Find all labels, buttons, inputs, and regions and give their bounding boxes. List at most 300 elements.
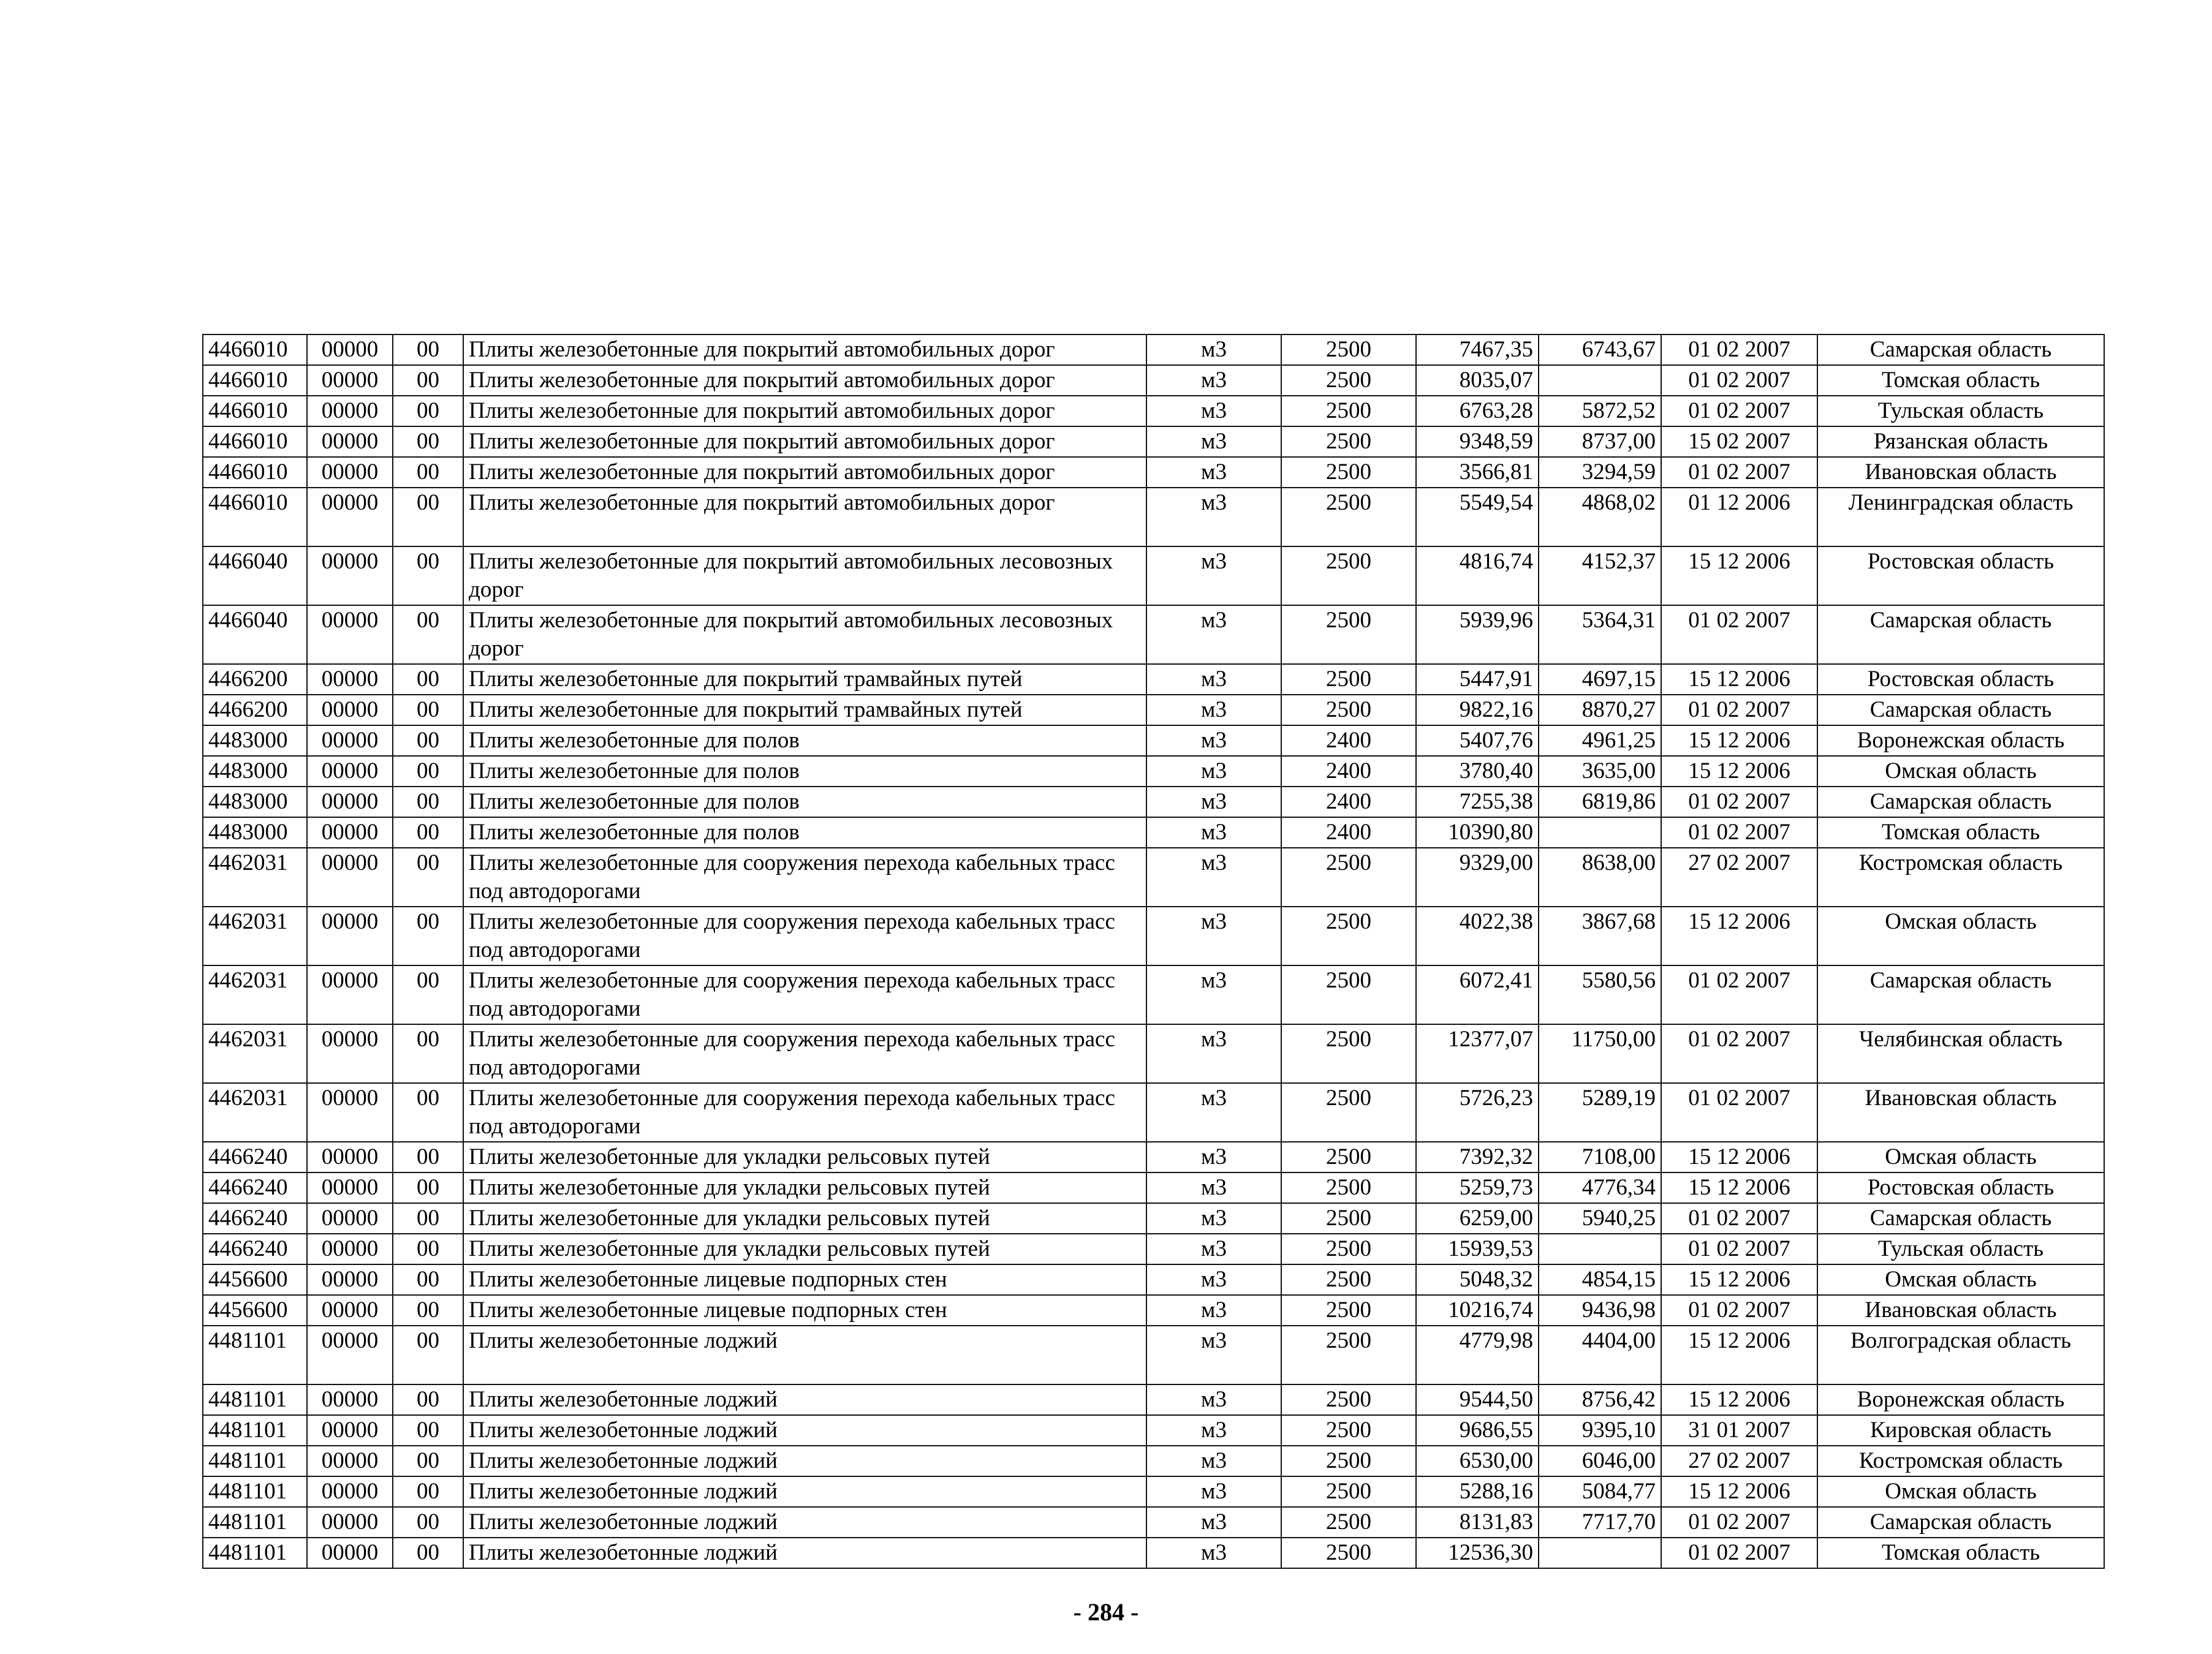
date-cell: 15 12 2006 — [1661, 546, 1817, 605]
code-cell: 4466010 — [203, 426, 307, 457]
product-name-cell: Плиты железобетонные для сооружения перехода кабельных трасс под автодорогами — [463, 1024, 1146, 1083]
subcode-cell: 00000 — [307, 848, 393, 907]
variant-cell: 00 — [393, 848, 463, 907]
unit-cell: м3 — [1146, 365, 1281, 396]
product-name-cell: Плиты железобетонные для укладки рельсовых путей — [463, 1142, 1146, 1173]
date-cell: 01 02 2007 — [1661, 396, 1817, 426]
density-cell: 2500 — [1281, 396, 1416, 426]
subcode-cell: 00000 — [307, 907, 393, 965]
price-cell: 5939,96 — [1416, 605, 1539, 664]
date-cell: 15 12 2006 — [1661, 1476, 1817, 1507]
code-cell: 4462031 — [203, 1024, 307, 1083]
product-name-cell: Плиты железобетонные для сооружения перехода кабельных трасс под автодорогами — [463, 965, 1146, 1024]
date-cell: 27 02 2007 — [1661, 1446, 1817, 1476]
product-name-cell: Плиты железобетонные лоджий — [463, 1446, 1146, 1476]
unit-cell: м3 — [1146, 1476, 1281, 1507]
price-cell: 5048,32 — [1416, 1264, 1539, 1295]
product-name-cell: Плиты железобетонные лоджий — [463, 1538, 1146, 1568]
date-cell: 01 02 2007 — [1661, 334, 1817, 365]
region-cell: Ростовская область — [1817, 664, 2104, 695]
price-alt-cell: 5580,56 — [1539, 965, 1661, 1024]
variant-cell: 00 — [393, 1083, 463, 1142]
table-row — [203, 1384, 2104, 1415]
density-cell: 2500 — [1281, 1142, 1416, 1173]
price-alt-cell — [1539, 1538, 1661, 1568]
unit-cell: м3 — [1146, 426, 1281, 457]
date-cell: 01 02 2007 — [1661, 365, 1817, 396]
subcode-cell: 00000 — [307, 365, 393, 396]
date-cell: 01 02 2007 — [1661, 457, 1817, 488]
price-alt-cell: 9436,98 — [1539, 1295, 1661, 1326]
product-name-cell: Плиты железобетонные для укладки рельсовых путей — [463, 1203, 1146, 1234]
price-cell: 3780,40 — [1416, 756, 1539, 787]
price-cell: 6072,41 — [1416, 965, 1539, 1024]
date-cell: 27 02 2007 — [1661, 848, 1817, 907]
subcode-cell: 00000 — [307, 965, 393, 1024]
subcode-cell: 00000 — [307, 546, 393, 605]
code-cell: 4466040 — [203, 546, 307, 605]
code-cell: 4462031 — [203, 907, 307, 965]
code-cell: 4483000 — [203, 787, 307, 817]
table-row — [203, 365, 2104, 396]
price-cell: 6763,28 — [1416, 396, 1539, 426]
unit-cell: м3 — [1146, 546, 1281, 605]
density-cell: 2500 — [1281, 1083, 1416, 1142]
unit-cell: м3 — [1146, 1173, 1281, 1203]
variant-cell: 00 — [393, 1326, 463, 1384]
table-row — [203, 334, 2104, 365]
subcode-cell: 00000 — [307, 457, 393, 488]
unit-cell: м3 — [1146, 1142, 1281, 1173]
price-cell: 5549,54 — [1416, 488, 1539, 546]
subcode-cell: 00000 — [307, 1234, 393, 1264]
code-cell: 4466240 — [203, 1142, 307, 1173]
code-cell: 4466240 — [203, 1173, 307, 1203]
subcode-cell: 00000 — [307, 334, 393, 365]
density-cell: 2500 — [1281, 848, 1416, 907]
unit-cell: м3 — [1146, 1384, 1281, 1415]
code-cell: 4466010 — [203, 396, 307, 426]
density-cell: 2500 — [1281, 965, 1416, 1024]
product-name-cell: Плиты железобетонные лоджий — [463, 1507, 1146, 1538]
code-cell: 4481101 — [203, 1415, 307, 1446]
product-name-cell: Плиты железобетонные для покрытий автомобильных дорог — [463, 334, 1146, 365]
subcode-cell: 00000 — [307, 488, 393, 546]
unit-cell: м3 — [1146, 907, 1281, 965]
unit-cell: м3 — [1146, 334, 1281, 365]
table-row — [203, 965, 2104, 1024]
unit-cell: м3 — [1146, 1024, 1281, 1083]
product-name-cell: Плиты железобетонные для покрытий автомобильных дорог — [463, 457, 1146, 488]
variant-cell: 00 — [393, 907, 463, 965]
subcode-cell: 00000 — [307, 426, 393, 457]
subcode-cell: 00000 — [307, 787, 393, 817]
date-cell: 15 12 2006 — [1661, 1384, 1817, 1415]
product-name-cell: Плиты железобетонные лицевые подпорных стен — [463, 1264, 1146, 1295]
subcode-cell: 00000 — [307, 1384, 393, 1415]
variant-cell: 00 — [393, 1024, 463, 1083]
price-cell: 5726,23 — [1416, 1083, 1539, 1142]
product-name-cell: Плиты железобетонные для укладки рельсовых путей — [463, 1234, 1146, 1264]
table-row — [203, 725, 2104, 756]
price-alt-cell: 8756,42 — [1539, 1384, 1661, 1415]
product-name-cell: Плиты железобетонные для покрытий автомобильных дорог — [463, 365, 1146, 396]
price-alt-cell — [1539, 1234, 1661, 1264]
region-cell: Омская область — [1817, 756, 2104, 787]
code-cell: 4483000 — [203, 725, 307, 756]
table-row — [203, 1142, 2104, 1173]
region-cell: Томская область — [1817, 1538, 2104, 1568]
price-cell: 12377,07 — [1416, 1024, 1539, 1083]
price-cell: 10390,80 — [1416, 817, 1539, 848]
product-name-cell: Плиты железобетонные для сооружения перехода кабельных трасс под автодорогами — [463, 848, 1146, 907]
table-row — [203, 848, 2104, 907]
price-cell: 15939,53 — [1416, 1234, 1539, 1264]
density-cell: 2500 — [1281, 457, 1416, 488]
price-cell: 9329,00 — [1416, 848, 1539, 907]
region-cell: Волгоградская область — [1817, 1326, 2104, 1384]
density-cell: 2500 — [1281, 1326, 1416, 1384]
product-name-cell: Плиты железобетонные для полов — [463, 817, 1146, 848]
date-cell: 15 12 2006 — [1661, 725, 1817, 756]
unit-cell: м3 — [1146, 1264, 1281, 1295]
unit-cell: м3 — [1146, 848, 1281, 907]
subcode-cell: 00000 — [307, 817, 393, 848]
density-cell: 2400 — [1281, 725, 1416, 756]
product-name-cell: Плиты железобетонные для покрытий автомобильных лесовозных дорог — [463, 546, 1146, 605]
code-cell: 4456600 — [203, 1264, 307, 1295]
code-cell: 4481101 — [203, 1384, 307, 1415]
price-cell: 5288,16 — [1416, 1476, 1539, 1507]
variant-cell: 00 — [393, 1264, 463, 1295]
date-cell: 15 12 2006 — [1661, 664, 1817, 695]
density-cell: 2400 — [1281, 817, 1416, 848]
density-cell: 2500 — [1281, 365, 1416, 396]
price-alt-cell: 9395,10 — [1539, 1415, 1661, 1446]
density-cell: 2500 — [1281, 1295, 1416, 1326]
product-name-cell: Плиты железобетонные лоджий — [463, 1415, 1146, 1446]
region-cell: Кировская область — [1817, 1415, 2104, 1446]
density-cell: 2500 — [1281, 907, 1416, 965]
price-alt-cell: 8737,00 — [1539, 426, 1661, 457]
price-alt-cell: 5084,77 — [1539, 1476, 1661, 1507]
variant-cell: 00 — [393, 664, 463, 695]
region-cell: Ростовская область — [1817, 1173, 2104, 1203]
price-alt-cell: 4854,15 — [1539, 1264, 1661, 1295]
product-name-cell: Плиты железобетонные для покрытий автомобильных дорог — [463, 426, 1146, 457]
code-cell: 4466240 — [203, 1234, 307, 1264]
table-row — [203, 1234, 2104, 1264]
unit-cell: м3 — [1146, 787, 1281, 817]
date-cell: 01 02 2007 — [1661, 817, 1817, 848]
product-name-cell: Плиты железобетонные для покрытий трамвайных путей — [463, 664, 1146, 695]
region-cell: Томская область — [1817, 817, 2104, 848]
density-cell: 2500 — [1281, 1384, 1416, 1415]
region-cell: Самарская область — [1817, 334, 2104, 365]
table-row — [203, 756, 2104, 787]
price-alt-cell: 8638,00 — [1539, 848, 1661, 907]
table-row — [203, 1415, 2104, 1446]
variant-cell: 00 — [393, 1173, 463, 1203]
region-cell: Омская область — [1817, 1142, 2104, 1173]
subcode-cell: 00000 — [307, 1507, 393, 1538]
region-cell: Ивановская область — [1817, 457, 2104, 488]
price-alt-cell: 3635,00 — [1539, 756, 1661, 787]
unit-cell: м3 — [1146, 1234, 1281, 1264]
price-cell: 5407,76 — [1416, 725, 1539, 756]
region-cell: Костромская область — [1817, 848, 2104, 907]
unit-cell: м3 — [1146, 1326, 1281, 1384]
variant-cell: 00 — [393, 396, 463, 426]
unit-cell: м3 — [1146, 605, 1281, 664]
variant-cell: 00 — [393, 695, 463, 725]
density-cell: 2500 — [1281, 488, 1416, 546]
region-cell: Тульская область — [1817, 1234, 2104, 1264]
subcode-cell: 00000 — [307, 1295, 393, 1326]
region-cell: Ивановская область — [1817, 1083, 2104, 1142]
price-cell: 6259,00 — [1416, 1203, 1539, 1234]
price-alt-cell: 6743,67 — [1539, 334, 1661, 365]
subcode-cell: 00000 — [307, 605, 393, 664]
price-cell: 12536,30 — [1416, 1538, 1539, 1568]
variant-cell: 00 — [393, 756, 463, 787]
variant-cell: 00 — [393, 1446, 463, 1476]
variant-cell: 00 — [393, 334, 463, 365]
variant-cell: 00 — [393, 1507, 463, 1538]
code-cell: 4466010 — [203, 488, 307, 546]
subcode-cell: 00000 — [307, 756, 393, 787]
density-cell: 2500 — [1281, 334, 1416, 365]
region-cell: Челябинская область — [1817, 1024, 2104, 1083]
table-row — [203, 1507, 2104, 1538]
region-cell: Тульская область — [1817, 396, 2104, 426]
subcode-cell: 00000 — [307, 1326, 393, 1384]
date-cell: 01 02 2007 — [1661, 1507, 1817, 1538]
density-cell: 2400 — [1281, 756, 1416, 787]
table-row — [203, 1295, 2104, 1326]
density-cell: 2500 — [1281, 546, 1416, 605]
table-row — [203, 787, 2104, 817]
unit-cell: м3 — [1146, 1538, 1281, 1568]
subcode-cell: 00000 — [307, 664, 393, 695]
code-cell: 4481101 — [203, 1446, 307, 1476]
price-cell: 9822,16 — [1416, 695, 1539, 725]
page-number: - 284 - — [1073, 1598, 1139, 1626]
region-cell: Омская область — [1817, 1476, 2104, 1507]
unit-cell: м3 — [1146, 1415, 1281, 1446]
code-cell: 4481101 — [203, 1476, 307, 1507]
region-cell: Самарская область — [1817, 965, 2104, 1024]
table-row — [203, 1326, 2104, 1384]
variant-cell: 00 — [393, 605, 463, 664]
subcode-cell: 00000 — [307, 1415, 393, 1446]
density-cell: 2500 — [1281, 1476, 1416, 1507]
product-name-cell: Плиты железобетонные для полов — [463, 756, 1146, 787]
subcode-cell: 00000 — [307, 1264, 393, 1295]
subcode-cell: 00000 — [307, 1538, 393, 1568]
price-cell: 5259,73 — [1416, 1173, 1539, 1203]
table-row — [203, 817, 2104, 848]
density-cell: 2500 — [1281, 1203, 1416, 1234]
price-cell: 7255,38 — [1416, 787, 1539, 817]
region-cell: Самарская область — [1817, 787, 2104, 817]
date-cell: 01 02 2007 — [1661, 1234, 1817, 1264]
unit-cell: м3 — [1146, 725, 1281, 756]
product-name-cell: Плиты железобетонные лоджий — [463, 1326, 1146, 1384]
subcode-cell: 00000 — [307, 1446, 393, 1476]
table-row — [203, 1538, 2104, 1568]
variant-cell: 00 — [393, 1234, 463, 1264]
region-cell: Самарская область — [1817, 695, 2104, 725]
product-name-cell: Плиты железобетонные для покрытий трамвайных путей — [463, 695, 1146, 725]
region-cell: Костромская область — [1817, 1446, 2104, 1476]
price-table — [202, 334, 2105, 1569]
code-cell: 4466040 — [203, 605, 307, 664]
date-cell: 31 01 2007 — [1661, 1415, 1817, 1446]
subcode-cell: 00000 — [307, 1142, 393, 1173]
code-cell: 4481101 — [203, 1326, 307, 1384]
price-alt-cell: 5364,31 — [1539, 605, 1661, 664]
code-cell: 4466200 — [203, 695, 307, 725]
subcode-cell: 00000 — [307, 1476, 393, 1507]
code-cell: 4456600 — [203, 1295, 307, 1326]
subcode-cell: 00000 — [307, 695, 393, 725]
variant-cell: 00 — [393, 725, 463, 756]
region-cell: Воронежская область — [1817, 725, 2104, 756]
table-row — [203, 1173, 2104, 1203]
unit-cell: м3 — [1146, 1083, 1281, 1142]
price-cell: 5447,91 — [1416, 664, 1539, 695]
code-cell: 4466010 — [203, 365, 307, 396]
variant-cell: 00 — [393, 1203, 463, 1234]
variant-cell: 00 — [393, 365, 463, 396]
price-alt-cell: 4776,34 — [1539, 1173, 1661, 1203]
unit-cell: м3 — [1146, 1507, 1281, 1538]
price-alt-cell: 6046,00 — [1539, 1446, 1661, 1476]
price-alt-cell: 6819,86 — [1539, 787, 1661, 817]
table-row — [203, 426, 2104, 457]
density-cell: 2500 — [1281, 1173, 1416, 1203]
price-cell: 8035,07 — [1416, 365, 1539, 396]
unit-cell: м3 — [1146, 457, 1281, 488]
product-name-cell: Плиты железобетонные для укладки рельсовых путей — [463, 1173, 1146, 1203]
date-cell: 01 02 2007 — [1661, 695, 1817, 725]
price-cell: 6530,00 — [1416, 1446, 1539, 1476]
table-row — [203, 1024, 2104, 1083]
unit-cell: м3 — [1146, 965, 1281, 1024]
code-cell: 4466200 — [203, 664, 307, 695]
variant-cell: 00 — [393, 457, 463, 488]
date-cell: 01 02 2007 — [1661, 1024, 1817, 1083]
density-cell: 2500 — [1281, 695, 1416, 725]
variant-cell: 00 — [393, 1384, 463, 1415]
table-row — [203, 1446, 2104, 1476]
subcode-cell: 00000 — [307, 1083, 393, 1142]
date-cell: 01 12 2006 — [1661, 488, 1817, 546]
density-cell: 2500 — [1281, 664, 1416, 695]
price-cell: 9544,50 — [1416, 1384, 1539, 1415]
price-alt-cell: 3294,59 — [1539, 457, 1661, 488]
date-cell: 01 02 2007 — [1661, 1538, 1817, 1568]
price-alt-cell: 4152,37 — [1539, 546, 1661, 605]
table-row — [203, 488, 2104, 546]
price-alt-cell: 5289,19 — [1539, 1083, 1661, 1142]
price-alt-cell: 7717,70 — [1539, 1507, 1661, 1538]
code-cell: 4462031 — [203, 965, 307, 1024]
density-cell: 2500 — [1281, 605, 1416, 664]
density-cell: 2500 — [1281, 1264, 1416, 1295]
price-cell: 10216,74 — [1416, 1295, 1539, 1326]
table-row — [203, 695, 2104, 725]
price-cell: 7467,35 — [1416, 334, 1539, 365]
price-alt-cell: 5940,25 — [1539, 1203, 1661, 1234]
unit-cell: м3 — [1146, 756, 1281, 787]
variant-cell: 00 — [393, 1415, 463, 1446]
code-cell: 4481101 — [203, 1507, 307, 1538]
price-alt-cell: 11750,00 — [1539, 1024, 1661, 1083]
variant-cell: 00 — [393, 546, 463, 605]
product-name-cell: Плиты железобетонные для полов — [463, 725, 1146, 756]
unit-cell: м3 — [1146, 695, 1281, 725]
price-alt-cell: 8870,27 — [1539, 695, 1661, 725]
date-cell: 01 02 2007 — [1661, 965, 1817, 1024]
variant-cell: 00 — [393, 787, 463, 817]
price-alt-cell: 3867,68 — [1539, 907, 1661, 965]
date-cell: 01 02 2007 — [1661, 1083, 1817, 1142]
table-row — [203, 664, 2104, 695]
density-cell: 2500 — [1281, 1234, 1416, 1264]
price-cell: 7392,32 — [1416, 1142, 1539, 1173]
region-cell: Омская область — [1817, 907, 2104, 965]
table-row — [203, 1083, 2104, 1142]
unit-cell: м3 — [1146, 1446, 1281, 1476]
region-cell: Ростовская область — [1817, 546, 2104, 605]
table-row — [203, 907, 2104, 965]
region-cell: Томская область — [1817, 365, 2104, 396]
date-cell: 01 02 2007 — [1661, 787, 1817, 817]
subcode-cell: 00000 — [307, 725, 393, 756]
variant-cell: 00 — [393, 1142, 463, 1173]
subcode-cell: 00000 — [307, 1173, 393, 1203]
density-cell: 2500 — [1281, 426, 1416, 457]
date-cell: 15 12 2006 — [1661, 1173, 1817, 1203]
unit-cell: м3 — [1146, 817, 1281, 848]
region-cell: Рязанская область — [1817, 426, 2104, 457]
price-alt-cell: 7108,00 — [1539, 1142, 1661, 1173]
product-name-cell: Плиты железобетонные для полов — [463, 787, 1146, 817]
price-alt-cell: 4961,25 — [1539, 725, 1661, 756]
density-cell: 2500 — [1281, 1538, 1416, 1568]
density-cell: 2500 — [1281, 1446, 1416, 1476]
unit-cell: м3 — [1146, 396, 1281, 426]
variant-cell: 00 — [393, 817, 463, 848]
date-cell: 15 02 2007 — [1661, 426, 1817, 457]
variant-cell: 00 — [393, 1476, 463, 1507]
price-cell: 9686,55 — [1416, 1415, 1539, 1446]
code-cell: 4483000 — [203, 756, 307, 787]
table-row — [203, 396, 2104, 426]
code-cell: 4466010 — [203, 457, 307, 488]
code-cell: 4462031 — [203, 848, 307, 907]
density-cell: 2400 — [1281, 787, 1416, 817]
code-cell: 4483000 — [203, 817, 307, 848]
table-row — [203, 605, 2104, 664]
date-cell: 15 12 2006 — [1661, 1264, 1817, 1295]
region-cell: Самарская область — [1817, 1507, 2104, 1538]
price-alt-cell: 5872,52 — [1539, 396, 1661, 426]
region-cell: Самарская область — [1817, 605, 2104, 664]
variant-cell: 00 — [393, 965, 463, 1024]
